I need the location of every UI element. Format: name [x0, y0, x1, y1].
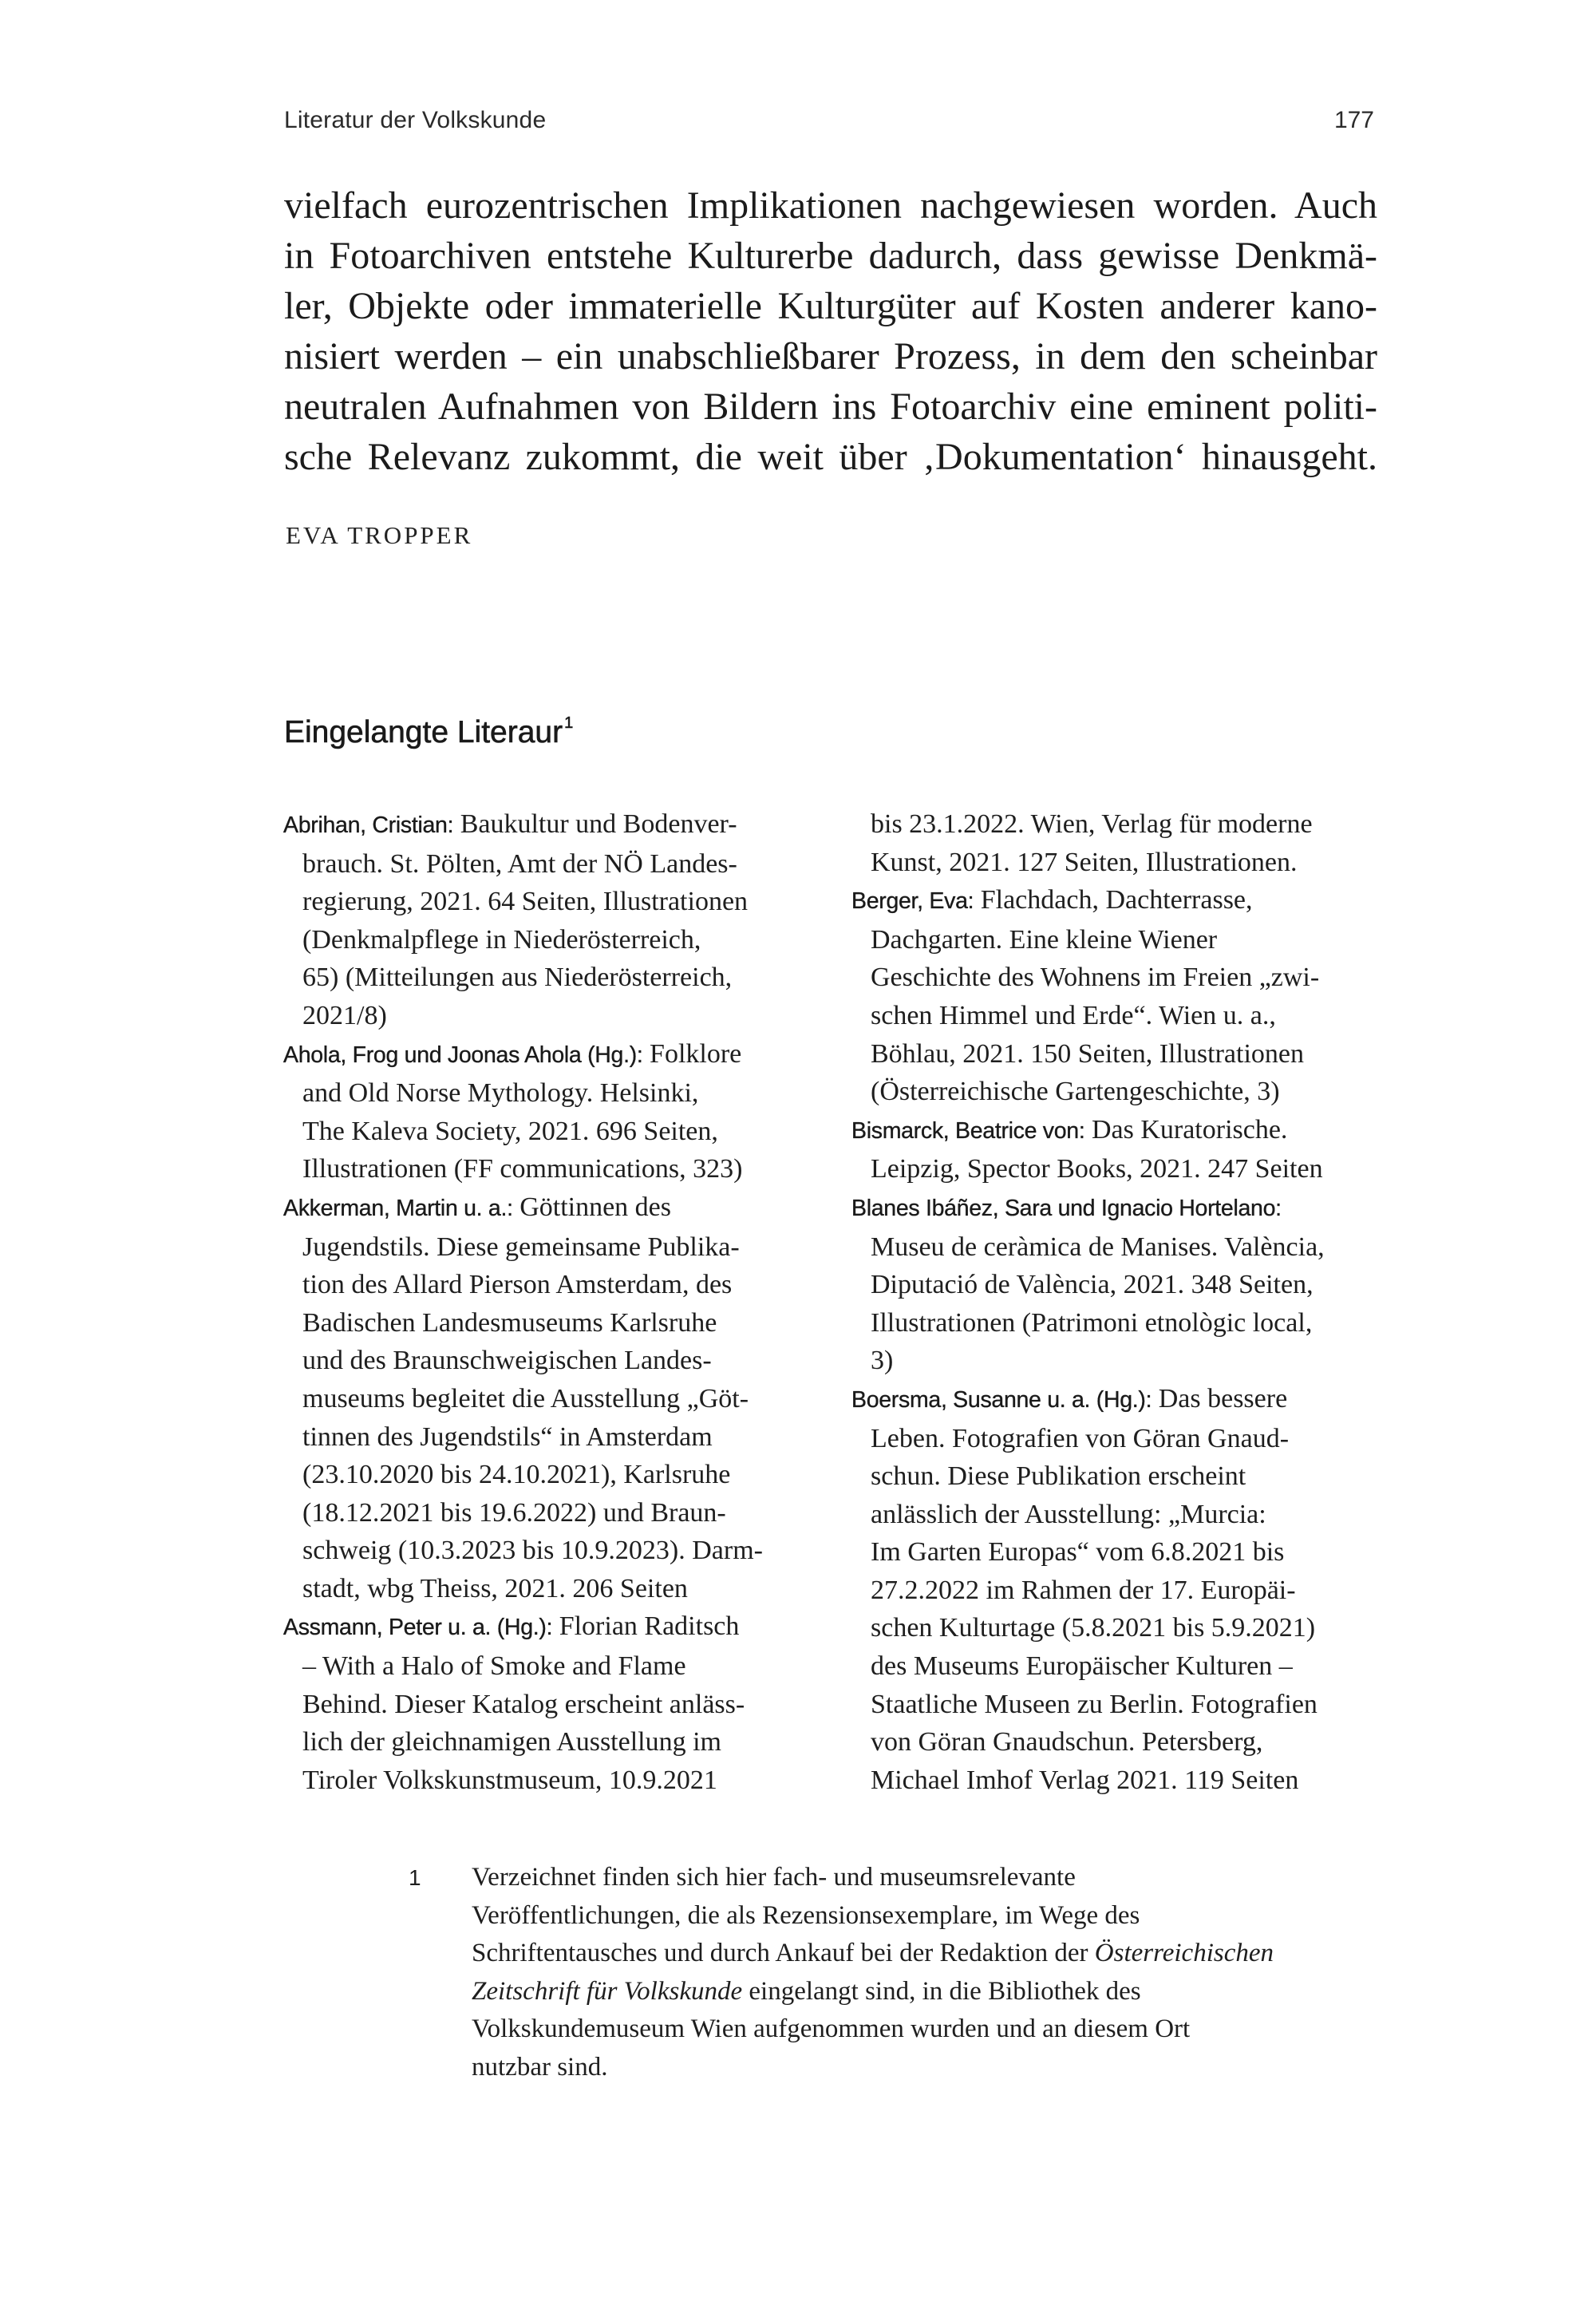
entry-first-line [851, 1188, 1378, 1228]
footnote-line [472, 1935, 1397, 1973]
entry-title-start: Das bessere [1152, 1383, 1288, 1413]
entry-line: schen Kulturtage (5.8.2021 bis 5.9.2021) [871, 1613, 1316, 1643]
entry-first-line [283, 1607, 810, 1647]
entry-line: des Museums Europäischer Kulturen – [871, 1651, 1293, 1682]
entry-title-start: Folklore [642, 1038, 742, 1069]
entry-line: tinnen des Jugendstils“ in Amsterdam [302, 1421, 713, 1452]
entry-first-line [283, 1035, 810, 1075]
entry-author: Blanes Ibáñez, Sara und Ignacio Hortelano: [851, 1195, 1282, 1221]
journal-title-italic: Zeitschrift für Volkskunde [472, 1976, 743, 2006]
entry-title-start: Flachdach, Dachterrasse, [974, 885, 1253, 915]
entry-line: (23.10.2020 bis 24.10.2021), Karlsruhe [302, 1460, 731, 1490]
bibliography-entry [851, 1188, 1378, 1380]
entry-line: Leipzig, Spector Books, 2021. 247 Seiten [871, 1154, 1323, 1184]
bibliography-entry [283, 1188, 810, 1608]
bibliography-entry [283, 1607, 810, 1799]
footnote-line: Verzeichnet finden sich hier fach- und museumsrelevante [472, 1863, 1076, 1892]
footnote-line [472, 1973, 1397, 2011]
entry-line: und des Braunschweigischen Landes- [302, 1346, 712, 1376]
entry-line: Dachgarten. Eine kleine Wiener [871, 924, 1218, 955]
entry-author: Boersma, Susanne u. a. (Hg.): [851, 1386, 1152, 1413]
entry-line: The Kaleva Society, 2021. 696 Seiten, [302, 1116, 718, 1146]
entry-line: tion des Allard Pierson Amsterdam, des [302, 1270, 733, 1300]
entry-title-start: Das Kuratorische. [1084, 1114, 1288, 1145]
entry-line: schun. Diese Publikation erscheint [871, 1461, 1246, 1492]
entry-first-line [851, 1380, 1378, 1420]
entry-line: Behind. Dieser Katalog erscheint anläss- [302, 1689, 745, 1719]
footnote-number: 1 [409, 1865, 421, 1890]
page-number: 177 [1333, 107, 1374, 133]
entry-line: Leben. Fotografien von Göran Gnaud- [871, 1423, 1290, 1453]
entry-line: and Old Norse Mythology. Helsinki, [302, 1078, 699, 1109]
footnote-text [472, 1859, 1397, 2086]
entry-line: schen Himmel und Erde“. Wien u. a., [871, 1000, 1276, 1030]
body-line: sche Relevanz zukommt, die weit über ‚Dokumentation‘ hinausgeht. [284, 436, 1377, 478]
entry-author: Abrihan, Cristian: [283, 812, 454, 838]
entry-first-line [283, 1188, 810, 1228]
bibliography-right-column [851, 805, 1378, 1799]
entry-line: 65) (Mitteilungen aus Niederösterreich, [302, 963, 733, 993]
entry-line: Kunst, 2021. 127 Seiten, Illustrationen. [871, 847, 1298, 877]
entry-line: Museu de ceràmica de Manises. València, [871, 1232, 1325, 1262]
footnote-line: nutzbar sind. [472, 2052, 608, 2082]
bibliography-entry [851, 1380, 1378, 1800]
entry-author: Ahola, Frog und Joonas Ahola (Hg.): [283, 1042, 643, 1068]
entry-title-start: Baukultur und Bodenver- [453, 809, 737, 839]
entry-author: Berger, Eva: [851, 888, 974, 915]
entry-line: Illustrationen (FF communications, 323) [302, 1154, 743, 1184]
bibliography-entry [283, 1035, 810, 1188]
entry-first-line [283, 805, 810, 845]
section-heading-text: Eingelangte Literaur [284, 715, 563, 749]
author-signature: EVA TROPPER [286, 521, 473, 549]
entry-line: brauch. St. Pölten, Amt der NÖ Landes- [302, 848, 737, 879]
body-line: nisiert werden – ein unabschließbarer Prozess, in dem den scheinbar [284, 335, 1377, 378]
footnote-text-plain: Schriftentausches und durch Ankauf bei der Redaktion der [472, 1939, 1095, 1967]
entry-line: (18.12.2021 bis 19.6.2022) und Braun- [302, 1497, 726, 1528]
body-line: in Fotoarchiven entstehe Kulturerbe dadurch, dass gewisse Denkmä- [284, 235, 1377, 277]
entry-line: (Österreichische Gartengeschichte, 3) [871, 1077, 1280, 1107]
footnote-text-plain: eingelangt sind, in die Bibliothek des [742, 1976, 1141, 2006]
entry-line: lich der gleichnamigen Ausstellung im [302, 1727, 722, 1757]
body-line: ler, Objekte oder immaterielle Kulturgüter auf Kosten anderer kano- [284, 285, 1377, 327]
bibliography-entry [851, 881, 1378, 1111]
entry-line: – With a Halo of Smoke and Flame [302, 1651, 686, 1682]
entry-line: Böhlau, 2021. 150 Seiten, Illustrationen [871, 1038, 1304, 1069]
entry-line: Tiroler Volkskunstmuseum, 10.9.2021 [302, 1765, 717, 1795]
footnote-reference[interactable]: 1 [564, 714, 574, 732]
bibliography-entry [283, 805, 810, 1035]
running-head-title: Literatur der Volkskunde [284, 107, 547, 133]
entry-line: 2021/8) [302, 1000, 387, 1030]
body-line: neutralen Aufnahmen von Bildern ins Fotoarchiv eine eminent politi- [284, 385, 1377, 428]
entry-line: bis 23.1.2022. Wien, Verlag für moderne [871, 809, 1313, 839]
entry-line: stadt, wbg Theiss, 2021. 206 Seiten [302, 1573, 688, 1603]
entry-line: (Denkmalpflege in Niederösterreich, [302, 924, 701, 955]
section-heading [284, 714, 573, 750]
journal-title-italic: Österreichischen [1094, 1939, 1274, 1967]
entry-line: Michael Imhof Verlag 2021. 119 Seiten [871, 1765, 1299, 1795]
entry-line: Badischen Landesmuseums Karlsruhe [302, 1307, 717, 1338]
entry-line: Geschichte des Wohnens im Freien „zwi- [871, 963, 1320, 993]
entry-first-line [851, 881, 1378, 921]
entry-title-start: Göttinnen des [512, 1192, 672, 1222]
entry-title-start: Florian Raditsch [552, 1611, 740, 1642]
entry-line: Illustrationen (Patrimoni etnològic local, [871, 1307, 1313, 1338]
entry-line: Diputació de València, 2021. 348 Seiten, [871, 1270, 1314, 1300]
entry-line: Jugendstils. Diese gemeinsame Publika- [302, 1232, 740, 1262]
entry-author: Akkerman, Martin u. a.: [283, 1195, 513, 1221]
entry-line: 27.2.2022 im Rahmen der 17. Europäi- [871, 1575, 1296, 1605]
entry-author: Bismarck, Beatrice von: [851, 1117, 1085, 1144]
entry-line: regierung, 2021. 64 Seiten, Illustrationen [302, 887, 749, 917]
body-paragraph [284, 180, 1377, 482]
entry-line: Im Garten Europas“ vom 6.8.2021 bis [871, 1537, 1285, 1568]
footnote-line: Veröffentlichungen, die als Rezensionsexemplare, im Wege des [472, 1900, 1140, 1930]
entry-line: Staatliche Museen zu Berlin. Fotografien [871, 1689, 1317, 1719]
bibliography-left-column [283, 805, 810, 1799]
bibliography-entry [851, 1111, 1378, 1188]
body-line: vielfach eurozentrischen Implikationen nachgewiesen worden. Auch [284, 184, 1377, 227]
entry-line: schweig (10.3.2023 bis 10.9.2023). Darm- [302, 1536, 763, 1566]
footnote-line: Volkskundemuseum Wien aufgenommen wurden und an diesem Ort [472, 2014, 1191, 2043]
entry-author: Assmann, Peter u. a. (Hg.): [283, 1615, 553, 1641]
entry-first-line [851, 1111, 1378, 1151]
entry-line: von Göran Gnaudschun. Petersberg, [871, 1727, 1263, 1757]
entry-line: 3) [871, 1346, 894, 1376]
entry-line: museums begleitet die Ausstellung „Göt- [302, 1383, 749, 1413]
bibliography-entry-continuation [851, 805, 1378, 881]
entry-line: anlässlich der Ausstellung: „Murcia: [871, 1499, 1266, 1529]
